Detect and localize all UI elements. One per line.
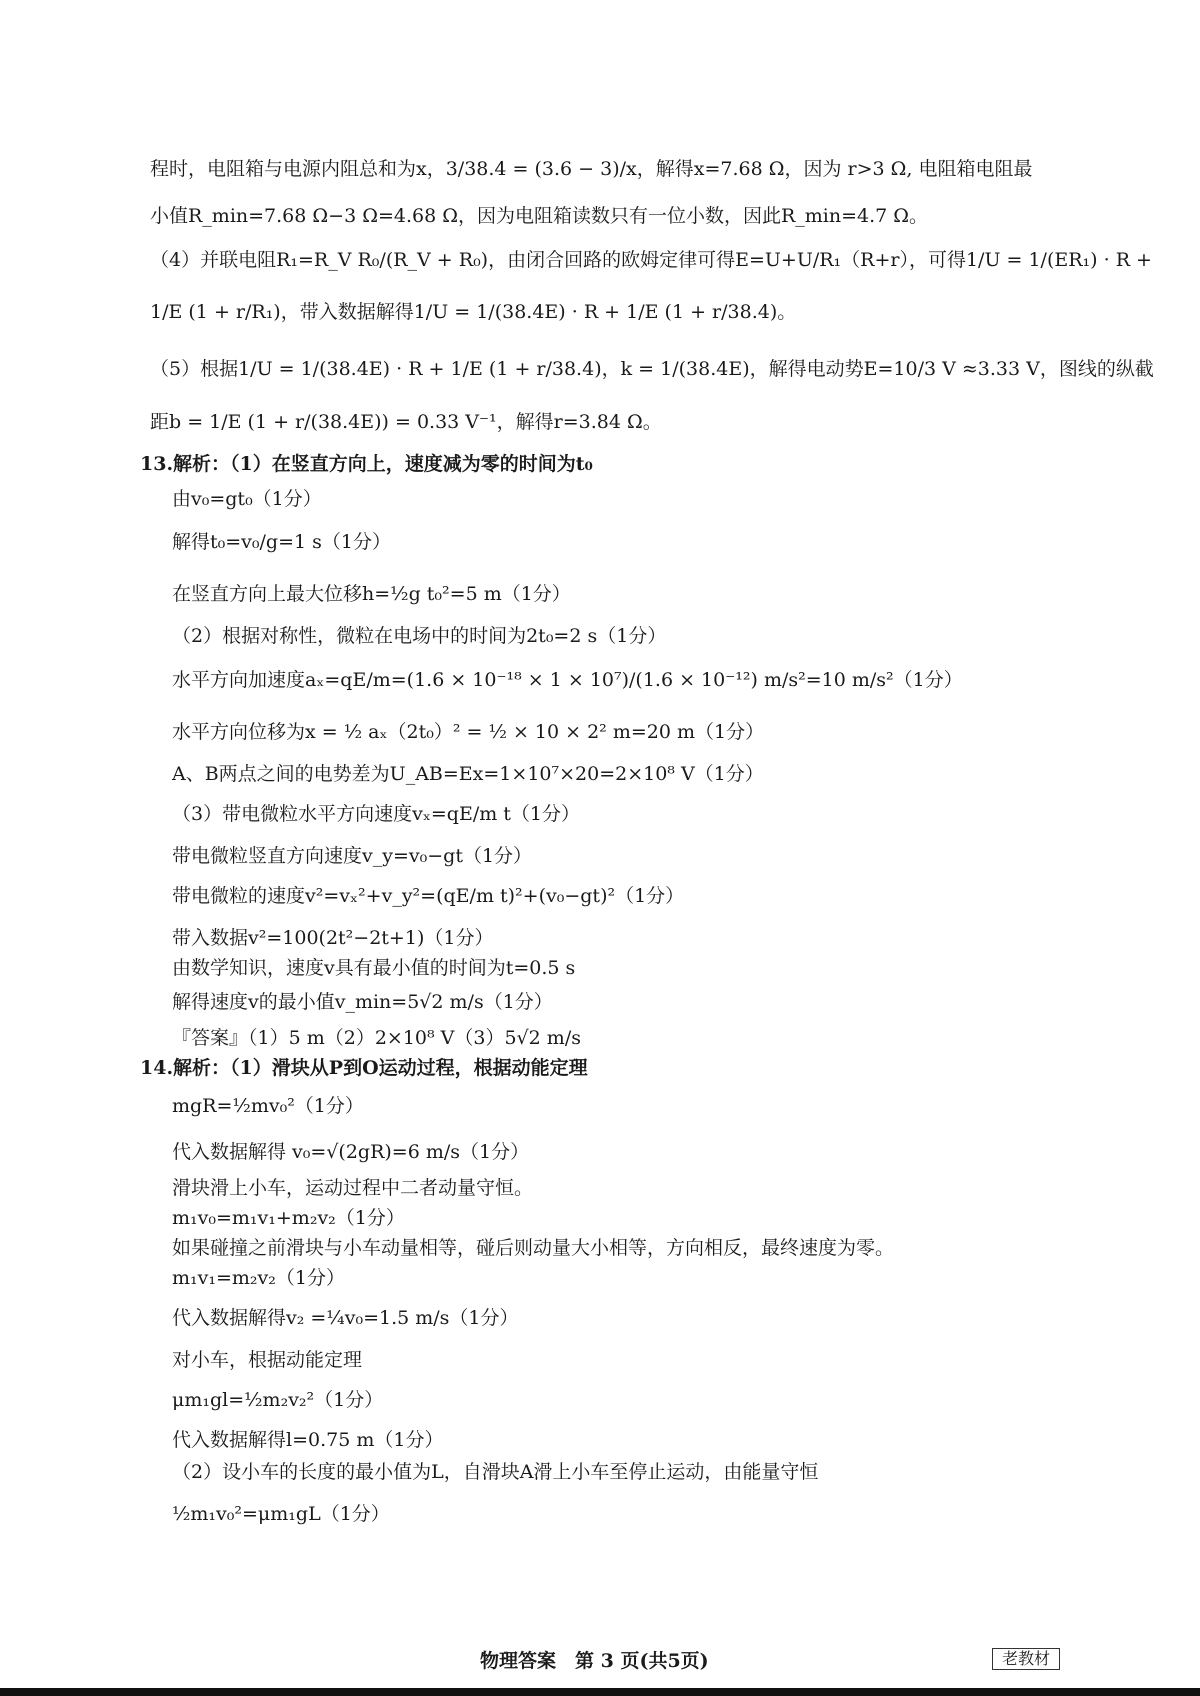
- text-line: 小值R_min=7.68 Ω−3 Ω=4.68 Ω，因为电阻箱读数只有一位小数，因此R_min=4.7 Ω。: [150, 205, 929, 227]
- text-line: （2）设小车的长度的最小值为L，自滑块A滑上小车至停止运动，由能量守恒: [172, 1461, 819, 1483]
- text-line: 滑块滑上小车，运动过程中二者动量守恒。: [172, 1177, 534, 1199]
- text-line: 代入数据解得l=0.75 m（1分）: [172, 1429, 444, 1451]
- scan-bottom-edge: [0, 1688, 1200, 1696]
- text-line: mgR=½mv₀²（1分）: [172, 1095, 364, 1117]
- text-line: 解得速度v的最小值v_min=5√2 m/s（1分）: [172, 991, 553, 1013]
- text-line: 代入数据解得 v₀=√(2gR)=6 m/s（1分）: [172, 1141, 530, 1163]
- text-line: 由数学知识，速度v具有最小值的时间为t=0.5 s: [172, 957, 576, 979]
- text-line: 水平方向位移为x = ½ aₓ（2t₀）² = ½ × 10 × 2² m=20 m（1分）: [172, 721, 765, 743]
- text-line: 在竖直方向上最大位移h=½g t₀²=5 m（1分）: [172, 583, 571, 605]
- text-line: 『答案』（1）5 m（2）2×10⁸ V（3）5√2 m/s: [172, 1027, 581, 1049]
- edition-tag: 老教材: [992, 1648, 1060, 1670]
- page-footer: 物理答案 第 3 页(共5页): [480, 1650, 709, 1672]
- text-line: 14.解析：（1）滑块从P到O运动过程，根据动能定理: [140, 1057, 588, 1079]
- text-line: 1/E (1 + r/R₁)，带入数据解得1/U = 1/(38.4E) · R + 1/E (1 + r/38.4)。: [150, 301, 797, 323]
- text-line: 对小车，根据动能定理: [172, 1349, 363, 1371]
- text-line: （2）根据对称性，微粒在电场中的时间为2t₀=2 s（1分）: [172, 625, 667, 647]
- text-line: m₁v₀=m₁v₁+m₂v₂（1分）: [172, 1207, 405, 1229]
- text-line: m₁v₁=m₂v₂（1分）: [172, 1267, 345, 1289]
- text-line: ½m₁v₀²=μm₁gL（1分）: [172, 1503, 390, 1525]
- text-line: 由v₀=gt₀（1分）: [172, 488, 322, 510]
- text-line: （3）带电微粒水平方向速度vₓ=qE/m t（1分）: [172, 803, 581, 825]
- text-line: 如果碰撞之前滑块与小车动量相等，碰后则动量大小相等，方向相反，最终速度为零。: [172, 1237, 895, 1259]
- text-line: 带电微粒竖直方向速度v_y=v₀−gt（1分）: [172, 845, 533, 867]
- text-line: （5）根据1/U = 1/(38.4E) · R + 1/E (1 + r/38.4)，k = 1/(38.4E)，解得电动势E=10/3 V ≈3.33 V，图线的纵截: [150, 358, 1154, 380]
- text-line: 带入数据v²=100(2t²−2t+1)（1分）: [172, 927, 494, 949]
- text-line: 程时，电阻箱与电源内阻总和为x，3/38.4 = (3.6 − 3)/x，解得x=7.68 Ω，因为 r>3 Ω, 电阻箱电阻最: [150, 158, 1033, 180]
- text-line: 水平方向加速度aₓ=qE/m=(1.6 × 10⁻¹⁸ × 1 × 10⁷)/(1.6 × 10⁻¹²) m/s²=10 m/s²（1分）: [172, 669, 963, 691]
- text-line: 13.解析：（1）在竖直方向上，速度减为零的时间为t₀: [140, 453, 593, 475]
- text-line: μm₁gl=½m₂v₂²（1分）: [172, 1389, 384, 1411]
- text-line: 带电微粒的速度v²=vₓ²+v_y²=(qE/m t)²+(v₀−gt)²（1分）: [172, 885, 685, 907]
- text-line: （4）并联电阻R₁=R_V R₀/(R_V + R₀)，由闭合回路的欧姆定律可得E=U+U/R₁（R+r），可得1/U = 1/(ER₁) · R +: [150, 249, 1152, 271]
- text-line: 解得t₀=v₀/g=1 s（1分）: [172, 531, 391, 553]
- text-line: 距b = 1/E (1 + r/(38.4E)) = 0.33 V⁻¹，解得r=3.84 Ω。: [150, 411, 662, 433]
- text-line: 代入数据解得v₂ =¼v₀=1.5 m/s（1分）: [172, 1307, 519, 1329]
- text-line: A、B两点之间的电势差为U_AB=Ex=1×10⁷×20=2×10⁸ V（1分）: [172, 763, 764, 785]
